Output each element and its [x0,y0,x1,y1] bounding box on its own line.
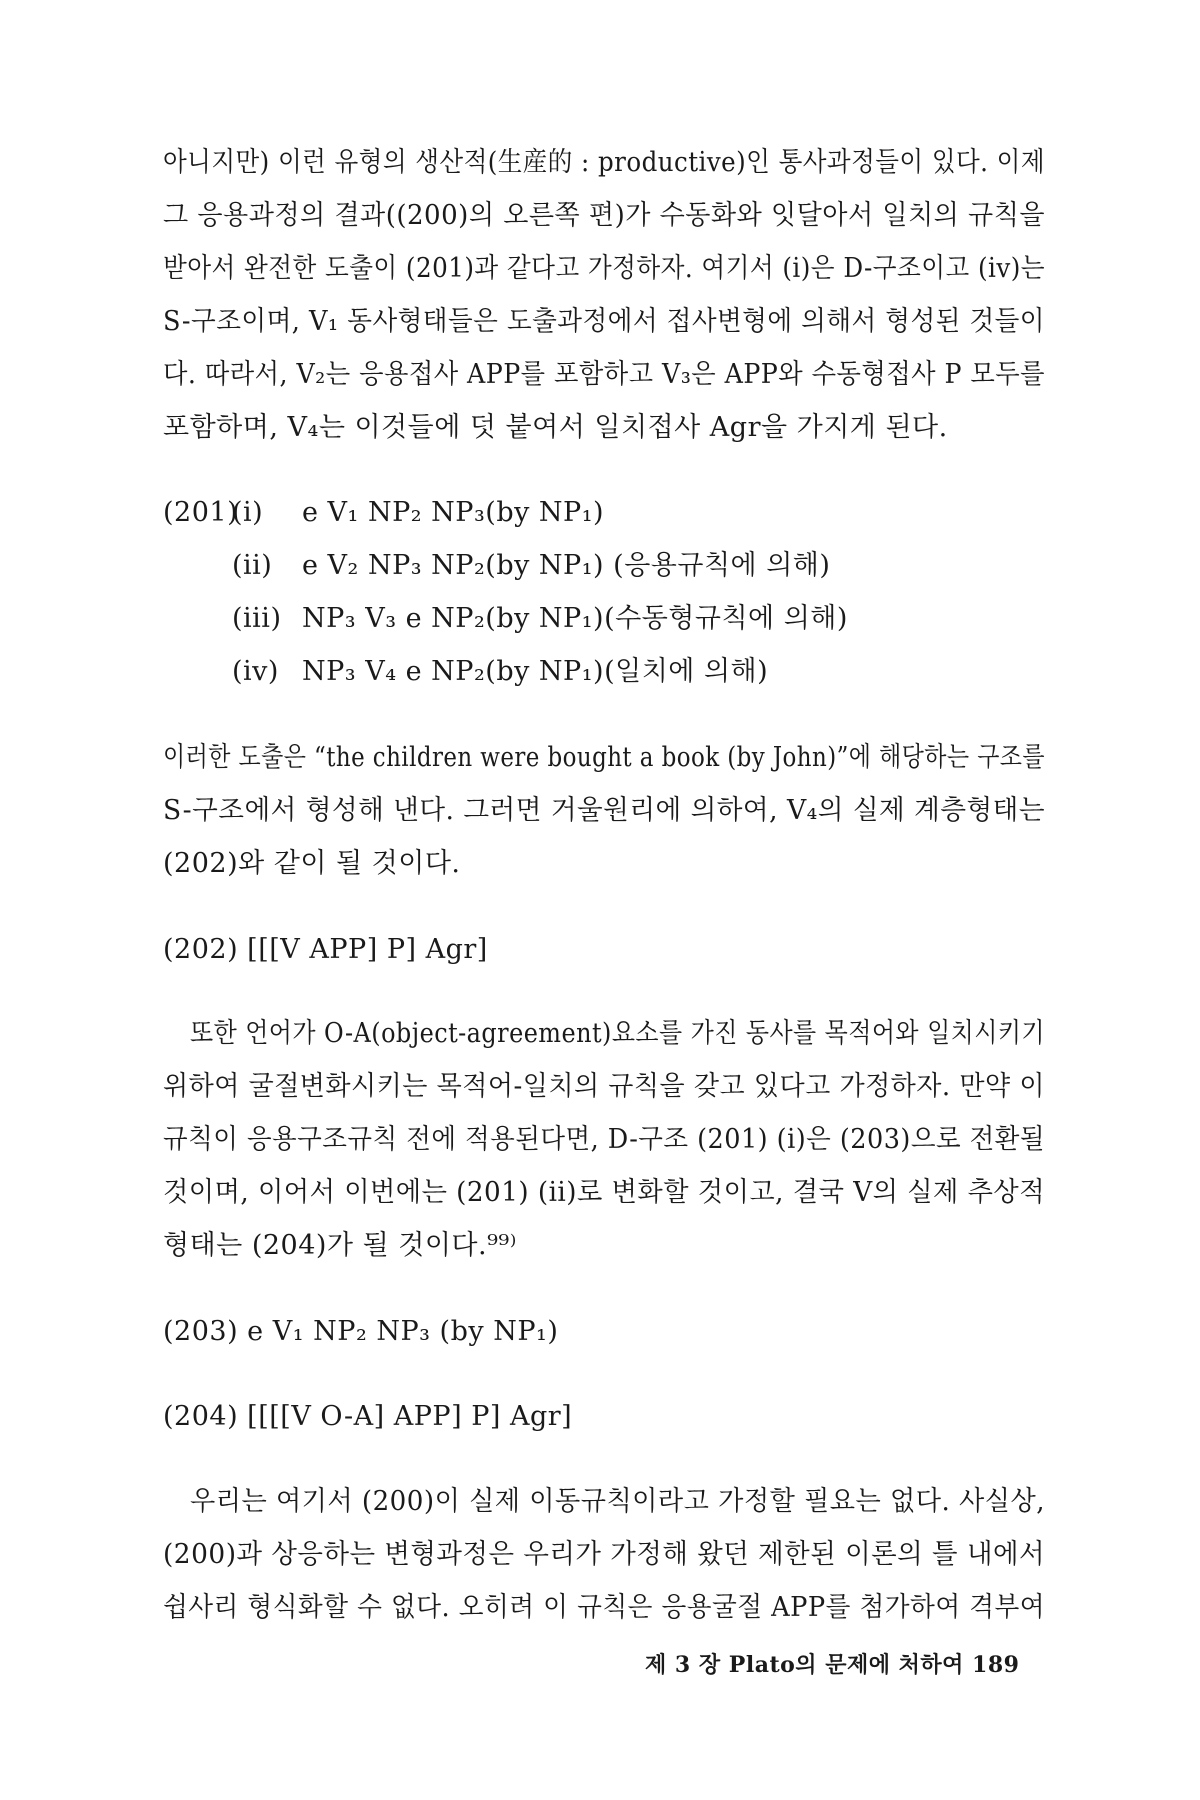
body-text-line: 그 응용과정의 결과((200)의 오른쪽 편)가 수동화와 잇달아서 일치의 규칙을 [163,200,1045,231]
body-text-line: 형태는 (204)가 될 것이다.⁹⁹⁾ [163,1230,517,1261]
example-item-label: (ii) [232,550,273,581]
body-text-line: 규칙이 응용구조규칙 전에 적용된다면, D-구조 (201) (i)은 (203)으로 전환될 [163,1124,1045,1155]
example-item-label: (iv) [232,656,279,687]
body-text-line: 우리는 여기서 (200)이 실제 이동규칙이라고 가정할 필요는 없다. 사실상, [190,1486,1045,1517]
example-203: (203) e V₁ NP₂ NP₃ (by NP₁) [163,1316,559,1347]
example-item-label: (i) [232,497,264,528]
body-text-line: (200)과 상응하는 변형과정은 우리가 가정해 왔던 제한된 이론의 틀 내에서 [163,1539,1045,1570]
body-text-line: 쉽사리 형식화할 수 없다. 오히려 이 규칙은 응용굴절 APP를 첨가하여 격부여 [163,1592,1045,1623]
page-footer: 제 3 장 Plato의 문제에 처하여 189 [645,1652,1020,1678]
body-text-line: 아니지만) 이런 유형의 생산적(生産的 : productive)인 통사과정들이 있다. 이제 [163,147,1045,178]
example-number-201: (201) [163,497,239,528]
example-202: (202) [[[V APP] P] Agr] [163,934,488,965]
body-text-line: 위하여 굴절변화시키는 목적어-일치의 규칙을 갖고 있다고 가정하자. 만약 이 [163,1071,1045,1102]
body-text-line: S-구조에서 형성해 낸다. 그러면 거울원리에 의하여, V₄의 실제 계층형태는 [163,795,1045,826]
example-item-label: (iii) [232,603,282,634]
body-text-line: (202)와 같이 될 것이다. [163,848,461,879]
example-item-text: e V₁ NP₂ NP₃(by NP₁) [302,497,605,528]
body-text-line: 포함하며, V₄는 이것들에 덧 붙여서 일치접사 Agr을 가지게 된다. [163,412,948,443]
body-text-line: 또한 언어가 O-A(object-agreement)요소를 가진 동사를 목적어와 일치시키기 [190,1018,1045,1049]
body-text-line: 다. 따라서, V₂는 응용접사 APP를 포함하고 V₃은 APP와 수동형접사 P 모두를 [163,359,1045,390]
example-item-text: NP₃ V₃ e NP₂(by NP₁)(수동형규칙에 의해) [302,603,848,634]
example-item-text: NP₃ V₄ e NP₂(by NP₁)(일치에 의해) [302,656,769,687]
body-text-line: 것이며, 이어서 이번에는 (201) (ii)로 변화할 것이고, 결국 V의 실제 추상적 [163,1177,1045,1208]
body-text-line: S-구조이며, V₁ 동사형태들은 도출과정에서 접사변형에 의해서 형성된 것들이 [163,306,1045,337]
body-text-line: 받아서 완전한 도출이 (201)과 같다고 가정하자. 여기서 (i)은 D-구조이고 (iv)는 [163,253,1045,284]
body-text-line: 이러한 도출은 “the children were bought a book (by John)”에 해당하는 구조를 [163,742,1045,773]
example-204: (204) [[[[V O-A] APP] P] Agr] [163,1401,573,1432]
example-item-text: e V₂ NP₃ NP₂(by NP₁) (응용규칙에 의해) [302,550,831,581]
